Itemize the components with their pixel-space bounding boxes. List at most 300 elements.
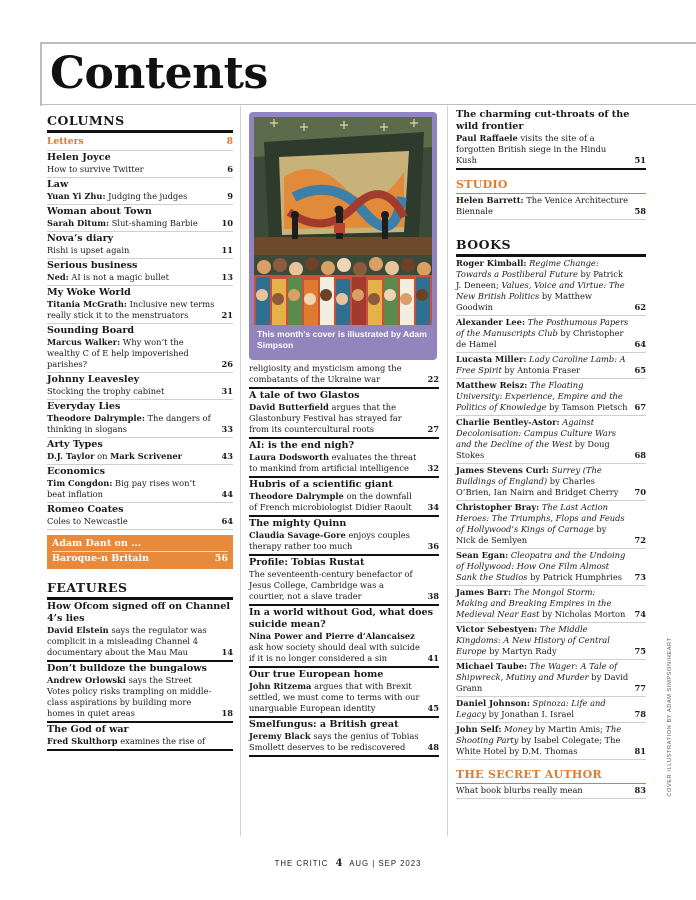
entry-text — [47, 245, 221, 256]
entry-page-number: 56 — [214, 553, 228, 564]
entry-title: In a world without God, what does suicide mean? — [249, 607, 434, 630]
entry-line — [47, 245, 233, 256]
entry-line — [249, 363, 439, 385]
entry-book-title: Against Decolonisation: Campus Culture Wars and the Decline of the West — [456, 417, 617, 449]
entry-book-title: The Last Action Heroes: The Triumphs, Flops and Feuds of Hollywood’s Kings of Carnage — [456, 502, 625, 534]
column-entry[interactable] — [47, 400, 233, 438]
entry-text — [456, 133, 634, 166]
entry-page-number: 73 — [634, 572, 646, 582]
entry-book-title: Money — [501, 724, 533, 734]
entry-title: My Woke World — [47, 287, 131, 298]
feature-entry[interactable] — [249, 668, 439, 718]
cover-credit-text: COVER ILLUSTRATION BY ADAM SIMPSON/HEART — [667, 637, 673, 797]
entry-line — [47, 516, 233, 527]
entry-title: How Ofcom signed off on Channel 4’s lies — [47, 601, 231, 624]
entry-line — [47, 625, 233, 658]
entry-page-number: 78 — [634, 709, 646, 719]
entry-page-number: 58 — [634, 206, 646, 216]
entry-title: Everyday Lies — [47, 401, 121, 412]
entry-title: Profile: Tobias Rustat — [249, 557, 365, 568]
entry-description: AI is not a magic bullet — [68, 272, 169, 282]
entry-page-number: 26 — [221, 359, 233, 369]
entry-title: Helen Joyce — [47, 152, 111, 163]
section-heading-features: FEATURES — [47, 575, 233, 600]
cover-illustration — [254, 117, 432, 325]
column-left — [47, 108, 233, 751]
column-entry[interactable] — [47, 205, 233, 232]
secret-author-entry[interactable] — [456, 784, 646, 799]
entry-line — [249, 631, 439, 664]
entry-text — [456, 465, 634, 498]
entry-text — [47, 191, 227, 202]
page-title: Contents — [50, 48, 268, 99]
entry-page-number: 36 — [427, 541, 439, 551]
entry-author: Theodore Dalrymple: — [47, 413, 145, 423]
entry-title: Nova’s diary — [47, 233, 114, 244]
entry-text — [47, 299, 221, 321]
entry-description: by Nick de Semlyen — [456, 524, 607, 545]
entry-book-title: The Mongol Storm: Making and Breaking Empires in the Medieval Near East — [456, 587, 612, 619]
entry-text — [456, 258, 634, 313]
adam-dant-row — [52, 551, 228, 566]
entry-title: Hubris of a scientific giant — [249, 479, 393, 490]
entry-page-number: 22 — [427, 374, 439, 384]
entry-book-title: Surrey (The Buildings of England) — [456, 465, 602, 486]
feature-entry[interactable] — [249, 556, 439, 606]
entry-author: Laura Dodsworth — [249, 452, 329, 462]
entry-line — [47, 386, 233, 397]
entry-text — [456, 587, 634, 620]
entry-book-title: Lady Caroline Lamb: A Free Spirit — [456, 354, 626, 375]
entry-author: David Elstein — [47, 625, 109, 635]
entry-page-number: 72 — [634, 535, 646, 545]
entry-title: The God of war — [47, 724, 129, 735]
section-heading-studio: STUDIO — [456, 173, 646, 194]
entry-text — [47, 272, 221, 283]
feature-entry[interactable] — [249, 517, 439, 556]
entry-page-number: 70 — [634, 487, 646, 497]
entry-line — [47, 413, 233, 435]
entry-text — [249, 569, 427, 602]
entry-page-number: 8 — [226, 136, 233, 147]
entry-book-title: Cleopatra and the Undoing of Hollywood: How One Film Almost Sank the Studios — [456, 550, 626, 582]
studio-entry[interactable] — [456, 194, 646, 220]
entry-book-title: The Floating University: Experience, Empire and the Politics of Knowledge — [456, 380, 623, 412]
entry-author: Paul Raffaele — [456, 133, 518, 143]
entry-line — [456, 785, 646, 796]
feature-entry[interactable] — [249, 439, 439, 478]
entry-text — [456, 785, 634, 796]
features-list-right — [456, 108, 646, 170]
secret-author-list — [456, 784, 646, 799]
column-entry[interactable] — [47, 232, 233, 259]
entry-title: AI: is the end nigh? — [249, 440, 355, 451]
entry-description: by Charles O’Brien, Ian Nairn and Bridget Cherry — [456, 476, 619, 497]
entry-book-title: Values, Voice and Virtue: The New British Politics — [456, 280, 625, 301]
entry-title: Don’t bulldoze the bungalows — [47, 663, 207, 674]
entry-book-title: Regime Change: Towards a Postliberal Future — [456, 258, 599, 279]
entry-line — [47, 478, 233, 500]
book-review-entry[interactable] — [456, 464, 646, 501]
entry-author: Matthew Reisz: — [456, 380, 528, 390]
entry-description: by Isabel Colegate; The White Hotel by D.M. Thomas — [456, 735, 621, 756]
column-entry[interactable] — [47, 373, 233, 400]
entry-line — [456, 724, 646, 757]
entry-author: Andrew Orlowski — [47, 675, 126, 685]
entry-page-number: 9 — [227, 191, 233, 201]
entry-description: The dangers of thinking in slogans — [47, 413, 211, 434]
book-review-entry[interactable] — [456, 549, 646, 586]
entry-author: Marcus Walker: — [47, 337, 121, 347]
entry-line — [47, 299, 233, 321]
entry-page-number: 11 — [221, 245, 233, 255]
entry-description: by Doug Stokes — [456, 439, 610, 460]
entry-text — [456, 417, 634, 461]
entry-text — [47, 337, 221, 370]
entry-description: Why won’t the wealthy C of E help impoverished parishes? — [47, 337, 189, 369]
column-entry[interactable] — [47, 324, 233, 373]
entry-line — [456, 698, 646, 720]
entry-book-title: Spinoza: Life and Legacy — [456, 698, 606, 719]
entry-description: by Tamson Pietsch — [546, 402, 628, 412]
entry-letters[interactable] — [47, 133, 233, 151]
book-review-entry[interactable] — [456, 723, 646, 760]
entry-book-title: The Middle Kingdoms: A New History of Central Europe — [456, 624, 610, 656]
entry-author: Christopher Bray: — [456, 502, 540, 512]
entry-description: What book blurbs really mean — [456, 785, 583, 795]
entry-line — [456, 354, 646, 376]
entry-page-number: 62 — [634, 302, 646, 312]
entry-page-number: 67 — [634, 402, 646, 412]
entry-page-number: 27 — [427, 424, 439, 434]
entry-description: How to survive Twitter — [47, 164, 144, 174]
entry-page-number: 6 — [227, 164, 233, 174]
entry-line — [249, 731, 439, 753]
entry-page-number: 74 — [634, 609, 646, 619]
entry-description: ask how society should deal with suicide if it is no longer considered a sin — [249, 642, 420, 663]
book-review-entry[interactable] — [456, 501, 646, 549]
entry-description: by David Grann — [456, 672, 629, 693]
entry-description: argues that the Glastonbury Festival has strayed far from its countercultural roots — [249, 402, 402, 434]
entry-text — [47, 478, 221, 500]
entry-author: Tim Congdon: — [47, 478, 113, 488]
feature-entry[interactable] — [249, 718, 439, 757]
column-entry[interactable] — [47, 286, 233, 324]
entry-description: Coles to Newcastle — [47, 516, 128, 526]
entry-description: by Patrick J. Deneen; — [456, 269, 623, 290]
section-heading-secret-author: THE SECRET AUTHOR — [456, 763, 646, 784]
left-rule — [40, 42, 42, 106]
entry-text — [47, 675, 221, 719]
book-review-entry[interactable] — [456, 697, 646, 723]
entry-line — [456, 465, 646, 498]
entry-description: by Patrick Humphries — [527, 572, 623, 582]
entry-line — [456, 133, 646, 166]
features-list-middle — [249, 362, 439, 757]
entry-description: Stocking the trophy cabinet — [47, 386, 165, 396]
entry-title: The charming cut-throats of the wild frontier — [456, 109, 630, 132]
entry-text — [47, 451, 221, 462]
entry-title: Woman about Town — [47, 206, 152, 217]
entry-description: evaluates the threat to mankind from artificial intelligence — [249, 452, 417, 473]
entry-text — [249, 681, 427, 714]
column-entry[interactable] — [47, 178, 233, 205]
column-entry[interactable] — [47, 465, 233, 503]
footer-magazine: THE CRITIC — [274, 859, 329, 868]
column-entry[interactable] — [47, 438, 233, 465]
entry-description: on the downfall of French microbiologist Didier Raoult — [249, 491, 412, 512]
entry-line — [456, 417, 646, 461]
entry-author: Daniel Johnson: — [456, 698, 530, 708]
footer-issue: AUG | SEP 2023 — [349, 859, 422, 868]
column-entry[interactable] — [47, 259, 233, 286]
entry-line — [47, 337, 233, 370]
entry-line — [456, 380, 646, 413]
entry-line — [249, 402, 439, 435]
entry-author: Nina Power and Pierre d’Alancaisez — [249, 631, 415, 641]
entry-line — [47, 191, 233, 202]
entry-author: Alexander Lee: — [456, 317, 526, 327]
entry-text — [456, 698, 634, 720]
entry-page-number: 10 — [221, 218, 233, 228]
adam-dant-row — [52, 537, 228, 551]
entry-author: Roger Kimball: — [456, 258, 527, 268]
entry-book-title: The Shooting Party — [456, 724, 622, 745]
entry-text — [249, 491, 427, 513]
entry-page-number: 48 — [427, 742, 439, 752]
entry-page-number: 64 — [221, 516, 233, 526]
entry-title: Arty Types — [47, 439, 103, 450]
top-rule — [40, 42, 696, 44]
entry-page-number: 21 — [221, 310, 233, 320]
entry-page-number: 31 — [221, 386, 233, 396]
entry-text — [456, 380, 634, 413]
title-rule — [40, 104, 696, 105]
entry-author: John Ritzema — [249, 681, 312, 691]
adam-dant-box[interactable] — [47, 535, 233, 569]
entry-author: Lucasta Miller: — [456, 354, 527, 364]
entry-author: David Butterfield — [249, 402, 329, 412]
entry-description: by Nicholas Morton — [539, 609, 626, 619]
book-review-entry[interactable] — [456, 257, 646, 316]
entry-page-number: 64 — [634, 339, 646, 349]
entry-page-number: 75 — [634, 646, 646, 656]
entry-line — [249, 569, 439, 602]
entry-page-number: 33 — [221, 424, 233, 434]
entry-author: Fred Skulthorp — [47, 736, 118, 746]
features-list-left — [47, 600, 233, 751]
entry-author: James Stevens Curl: — [456, 465, 549, 475]
entry-author: Victor Sebestyen: — [456, 624, 538, 634]
entry-title: Law — [47, 179, 69, 190]
entry-line — [249, 681, 439, 714]
entry-description: The Venice Architecture Biennale — [456, 195, 629, 216]
entry-description: says the Street Votes policy risks trampling on middle-class aspirations by building more homes in quiet areas — [47, 675, 212, 718]
entry-description: enjoys couples therapy rather too much — [249, 530, 410, 551]
entry-line — [249, 491, 439, 513]
entry-title: Sounding Board — [47, 325, 135, 336]
book-review-entry[interactable] — [456, 623, 646, 660]
entry-text — [47, 625, 221, 658]
entry-description: by Matthew Goodwin — [456, 291, 593, 312]
feature-entry[interactable] — [47, 600, 233, 662]
column-divider — [240, 106, 241, 836]
entry-text — [249, 363, 427, 385]
entry-page-number: 18 — [221, 708, 233, 718]
entry-text — [456, 550, 634, 583]
entry-text — [47, 218, 221, 229]
entry-description: Judging the judges — [105, 191, 188, 201]
feature-entry[interactable] — [249, 362, 439, 389]
entry-author: Helen Barrett: — [456, 195, 524, 205]
entry-description: argues that with Brexit settled, we must come to terms with our unarguable European identity — [249, 681, 420, 713]
entry-page-number: 68 — [634, 450, 646, 460]
entry-author: Sean Egan: — [456, 550, 509, 560]
entry-text — [47, 413, 221, 435]
entry-page-number: 77 — [634, 683, 646, 693]
entry-description: Big pay rises won’t beat inflation — [47, 478, 196, 499]
feature-entry[interactable] — [249, 478, 439, 517]
entry-author: Charlie Bentley-Astor: — [456, 417, 560, 427]
entry-description: The seventeenth-century benefactor of Jesus College, Cambridge was a courtier, not a slave trader — [249, 569, 413, 601]
entry-description: by Martin Amis; — [532, 724, 606, 734]
studio-list — [456, 194, 646, 220]
entry-page-number: 43 — [221, 451, 233, 461]
entry-text — [456, 317, 634, 350]
entry-title: Smelfungus: a British great — [249, 719, 399, 730]
entry-line — [456, 258, 646, 313]
column-middle — [249, 108, 439, 757]
entry-text — [456, 624, 634, 657]
book-review-entry[interactable] — [456, 316, 646, 353]
entry-page-number: 14 — [221, 647, 233, 657]
page-footer — [0, 858, 696, 869]
book-review-entry[interactable] — [456, 379, 646, 416]
entry-text — [47, 516, 221, 527]
entry-description: by Christopher de Hamel — [456, 328, 624, 349]
entry-line — [456, 195, 646, 217]
entry-page-number: 83 — [634, 785, 646, 795]
entry-title: A tale of two Glastos — [249, 390, 360, 401]
section-heading-books: BOOKS — [456, 232, 646, 257]
entry-book-title: The Posthumous Papers of the Manuscripts Club — [456, 317, 629, 338]
entry-line — [47, 272, 233, 283]
entry-description: says the genius of Tobias Smollett deserves to be rediscovered — [249, 731, 419, 752]
entry-author: James Barr: — [456, 587, 512, 597]
entry-description: by Jonathan I. Israel — [486, 709, 575, 719]
entry-description: Slut-shaming Barbie — [109, 218, 198, 228]
entry-description: Inclusive new terms really stick it to the menstruators — [47, 299, 215, 320]
entry-line — [456, 624, 646, 657]
entry-description: on — [94, 451, 111, 461]
entry-title: Romeo Coates — [47, 504, 124, 515]
entry-author: Michael Taube: — [456, 661, 528, 671]
entry-line — [456, 661, 646, 694]
festival-stage-illustration — [254, 117, 432, 325]
books-list — [456, 257, 646, 760]
column-entry[interactable] — [47, 503, 233, 530]
entry-text — [456, 724, 634, 757]
entry-line — [47, 451, 233, 462]
entry-page-number: 13 — [221, 272, 233, 282]
entry-page-number: 44 — [221, 489, 233, 499]
entry-page-number: 32 — [427, 463, 439, 473]
entry-text — [456, 354, 634, 376]
feature-entry[interactable] — [456, 108, 646, 170]
entry-description: says the regulator was complicit in a misleading Channel 4 documentary about the Mau Mau — [47, 625, 207, 657]
entry-line — [456, 587, 646, 620]
entry-text — [47, 386, 221, 397]
entry-author: Sarah Ditum: — [47, 218, 110, 228]
entry-title: Our true European home — [249, 669, 384, 680]
entry-title: Adam Dant on ... — [52, 538, 141, 549]
entry-title: Economics — [47, 466, 105, 477]
entry-description: Rishi is upset again — [47, 245, 130, 255]
book-review-entry[interactable] — [456, 353, 646, 379]
feature-entry[interactable] — [47, 662, 233, 723]
entry-text — [456, 195, 634, 217]
entry-text — [456, 502, 634, 546]
entry-text — [47, 736, 233, 747]
entry-line — [47, 218, 233, 229]
feature-entry[interactable] — [249, 606, 439, 668]
entry-text — [249, 631, 427, 664]
cover-panel[interactable] — [249, 112, 437, 360]
entry-author: Theodore Dalrymple — [249, 491, 344, 501]
entry-text — [249, 731, 427, 753]
column-divider — [447, 106, 448, 836]
section-heading-columns: COLUMNS — [47, 108, 233, 133]
entry-author: Claudia Savage-Gore — [249, 530, 346, 540]
feature-entry[interactable] — [47, 723, 233, 751]
entry-title: The mighty Quinn — [249, 518, 347, 529]
feature-entry[interactable] — [249, 389, 439, 439]
book-review-entry[interactable] — [456, 416, 646, 464]
entry-page-number: 38 — [427, 591, 439, 601]
entry-book-title: The Wager: A Tale of Shipwreck, Mutiny and Murder — [456, 661, 618, 682]
column-right — [456, 108, 646, 799]
entry-line — [47, 675, 233, 719]
entry-author: Yuan Yi Zhu: — [47, 191, 106, 201]
entry-subject: Mark Scrivener — [110, 451, 183, 461]
entry-text — [249, 530, 427, 552]
entry-author: Titania McGrath: — [47, 299, 127, 309]
entry-text — [249, 452, 427, 474]
column-entry[interactable] — [47, 151, 233, 178]
entry-text — [456, 661, 634, 694]
cover-credit — [660, 620, 672, 820]
entry-author: Jeremy Black — [249, 731, 311, 741]
entry-line — [456, 502, 646, 546]
entry-text — [249, 402, 427, 435]
entry-page-number: 41 — [427, 653, 439, 663]
columns-list — [47, 133, 233, 530]
book-review-entry[interactable] — [456, 660, 646, 697]
entry-page-number: 34 — [427, 502, 439, 512]
entry-title: Johnny Leavesley — [47, 374, 140, 385]
footer-page-number: 4 — [335, 858, 343, 869]
entry-line — [456, 317, 646, 350]
entry-line — [249, 530, 439, 552]
entry-page-number: 45 — [427, 703, 439, 713]
entry-line — [456, 550, 646, 583]
entry-page-number: 81 — [634, 746, 646, 756]
entry-description: visits the site of a forgotten British siege in the Hindu Kush — [456, 133, 607, 165]
entry-page-number: 51 — [634, 155, 646, 165]
entry-description: by Antonia Fraser — [501, 365, 581, 375]
book-review-entry[interactable] — [456, 586, 646, 623]
cover-caption: This month’s cover is illustrated by Adam Simpson — [257, 329, 427, 350]
